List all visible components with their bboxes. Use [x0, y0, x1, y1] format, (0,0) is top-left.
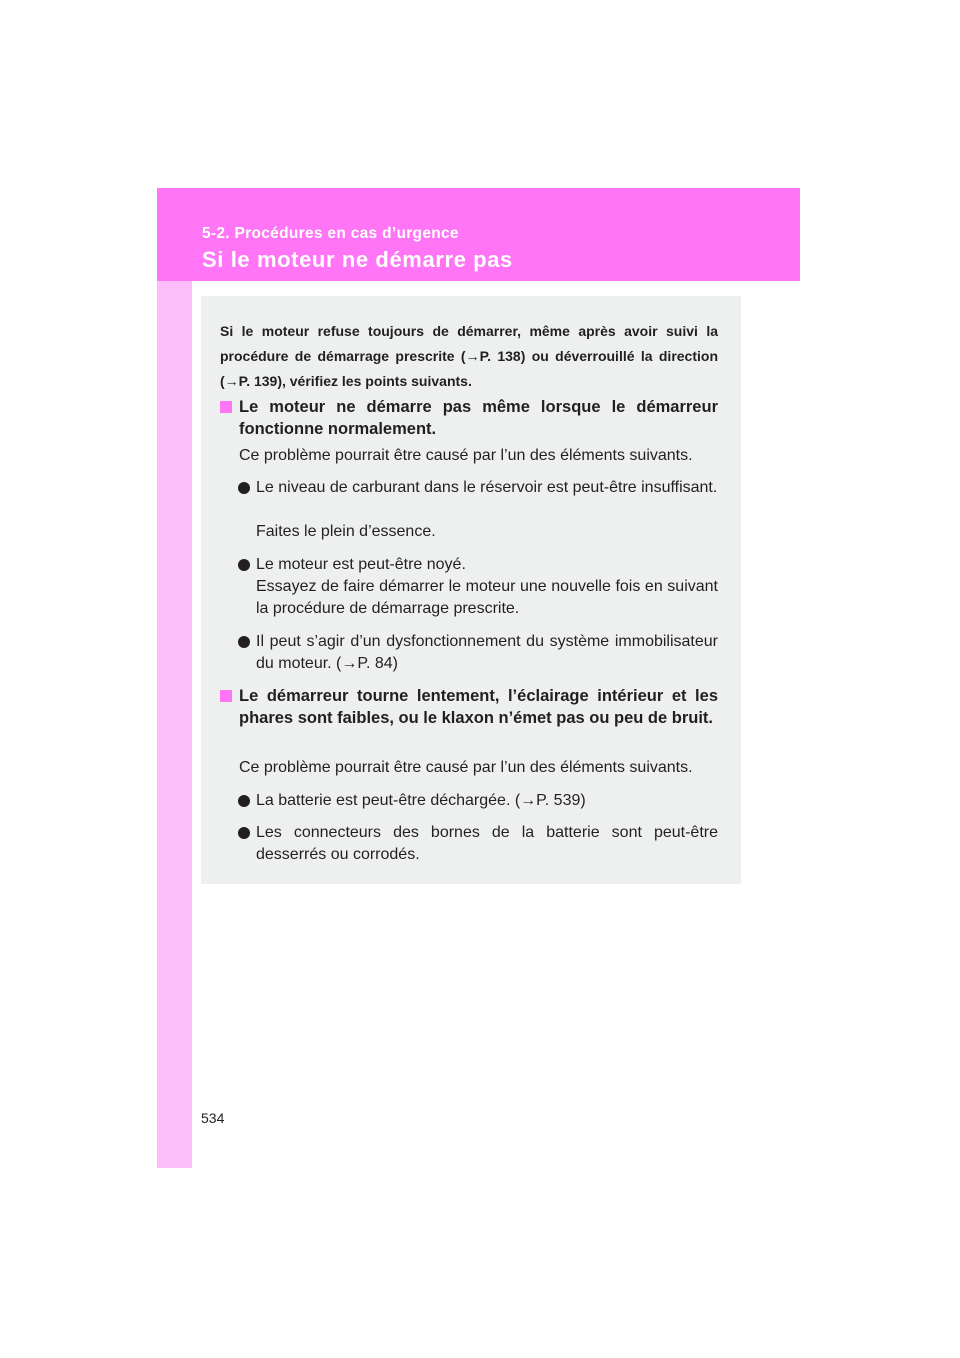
round-bullet-icon [238, 482, 250, 494]
section-heading: Le démarreur tourne lentement, l’éclairage intérieur et les phares sont faibles, ou le klaxon n’émet pas ou peu de bruit. [239, 687, 718, 727]
square-bullet-icon [220, 690, 232, 702]
intro-paragraph: Si le moteur refuse toujours de démarrer, même après avoir suivi la procédure de démarrage prescrite (→P. 138) ou déverrouillé la direction (→P. 139), vérifiez les points suivants. [220, 323, 718, 389]
bullet-text: Le niveau de carburant dans le réservoir est peut-être insuffisant. [256, 479, 718, 496]
side-color-strip [157, 188, 192, 1168]
section-lead: Ce problème pourrait être causé par l’un des éléments suivants. [239, 447, 693, 464]
section-lead: Ce problème pourrait être causé par l’un des éléments suivants. [239, 759, 693, 776]
page-title: Si le moteur ne démarre pas [202, 247, 513, 272]
section-label: 5-2. Procédures en cas d’urgence [202, 225, 459, 242]
bullet-subtext: Essayez de faire démarrer le moteur une nouvelle fois en suivant la procédure de démarrage prescrite. [256, 578, 718, 617]
round-bullet-icon [238, 636, 250, 648]
round-bullet-icon [238, 827, 250, 839]
page-number: 534 [201, 1110, 225, 1126]
round-bullet-icon [238, 795, 250, 807]
bullet-text: Le moteur est peut-être noyé. [256, 556, 466, 573]
section-heading: Le moteur ne démarre pas même lorsque le démarreur fonctionne normalement. [239, 398, 718, 438]
bullet-subtext: Faites le plein d’essence. [256, 523, 436, 540]
square-bullet-icon [220, 401, 232, 413]
bullet-text: La batterie est peut-être déchargée. (→P. 539) [256, 792, 586, 809]
bullet-text: Les connecteurs des bornes de la batterie sont peut-être desserrés ou corrodés. [256, 824, 718, 863]
bullet-text: Il peut s’agir d’un dysfonctionnement du système immobilisateur du moteur. (→P. 84) [256, 633, 718, 672]
round-bullet-icon [238, 559, 250, 571]
